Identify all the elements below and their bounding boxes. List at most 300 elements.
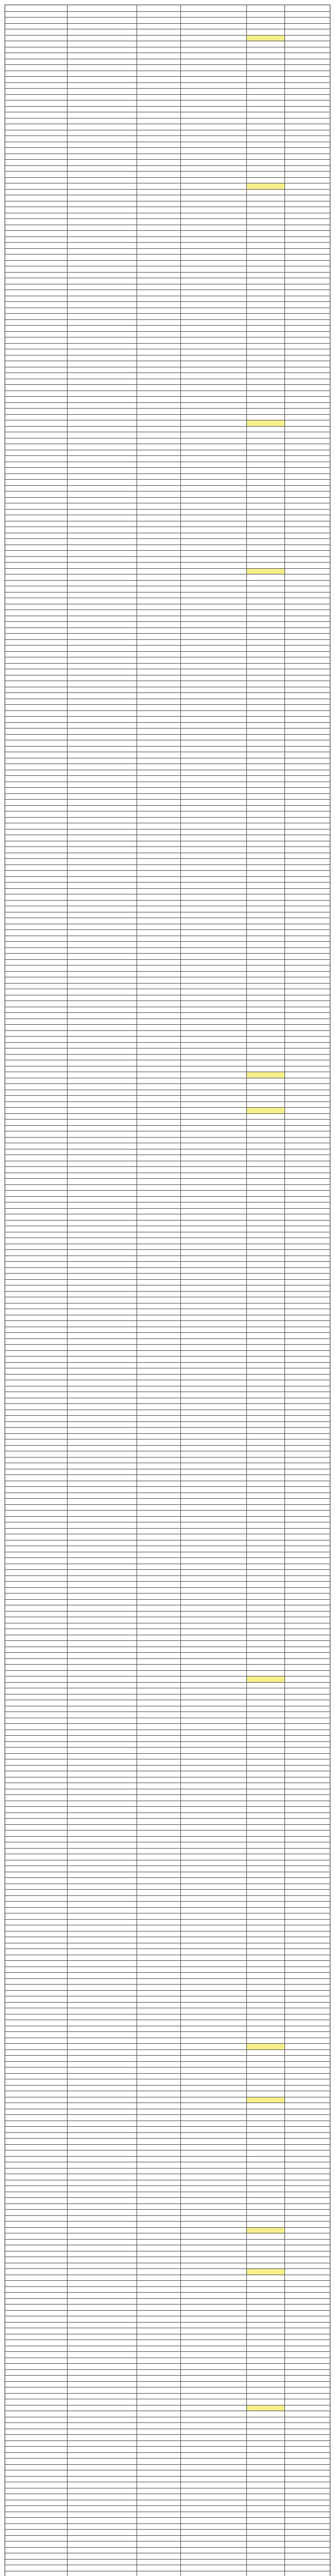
table-cell xyxy=(284,1588,331,1594)
table-cell xyxy=(284,693,331,699)
table-cell xyxy=(246,1013,284,1019)
table-cell xyxy=(246,1943,284,1949)
table-cell xyxy=(5,1197,67,1202)
table-cell xyxy=(284,1831,331,1836)
table-cell xyxy=(180,776,246,782)
table-cell xyxy=(67,1949,137,1955)
table-cell xyxy=(5,1493,67,1499)
table-row xyxy=(5,2405,330,2411)
table-cell xyxy=(137,1795,180,1801)
table-cell xyxy=(137,1641,180,1647)
table-cell xyxy=(180,480,246,485)
table-cell xyxy=(67,1641,137,1647)
table-cell xyxy=(246,1920,284,1925)
table-row xyxy=(5,2399,330,2405)
table-cell xyxy=(180,1771,246,1777)
table-row xyxy=(5,1960,330,1967)
table-cell xyxy=(5,2346,67,2352)
table-cell xyxy=(180,160,246,165)
table-cell xyxy=(180,1090,246,1096)
table-cell xyxy=(137,847,180,853)
table-cell xyxy=(284,2121,331,2127)
table-cell xyxy=(246,717,284,722)
table-row xyxy=(5,1208,330,1214)
table-cell xyxy=(137,1837,180,1842)
table-cell xyxy=(180,2056,246,2061)
table-cell xyxy=(246,764,284,770)
table-cell xyxy=(180,883,246,888)
table-cell xyxy=(246,1890,284,1895)
table-cell xyxy=(5,190,67,195)
table-cell xyxy=(67,1410,137,1416)
table-cell xyxy=(67,545,137,551)
table-cell xyxy=(284,47,331,53)
table-cell xyxy=(67,18,137,23)
table-cell xyxy=(246,1973,284,1978)
table-cell xyxy=(284,266,331,272)
table-cell xyxy=(180,2281,246,2286)
table-cell xyxy=(137,1155,180,1161)
table-cell xyxy=(67,1404,137,1410)
table-cell xyxy=(284,1327,331,1333)
table-cell xyxy=(5,604,67,610)
table-cell xyxy=(137,1161,180,1167)
table-cell xyxy=(137,344,180,349)
table-cell xyxy=(137,71,180,77)
table-cell xyxy=(5,1446,67,1451)
table-row xyxy=(5,1753,330,1759)
table-cell xyxy=(284,669,331,675)
table-cell xyxy=(180,1025,246,1030)
table-row xyxy=(5,420,330,426)
table-cell xyxy=(180,1292,246,1297)
table-row xyxy=(5,912,330,918)
table-cell xyxy=(246,1422,284,1428)
table-cell xyxy=(284,1683,331,1688)
table-cell xyxy=(246,2541,284,2547)
table-cell xyxy=(137,1884,180,1890)
table-cell xyxy=(246,1931,284,1937)
table-cell xyxy=(5,2423,67,2429)
table-cell xyxy=(5,1126,67,1131)
table-cell xyxy=(5,1635,67,1641)
table-cell xyxy=(246,859,284,865)
table-cell xyxy=(67,664,137,669)
table-row xyxy=(5,1001,330,1007)
table-cell xyxy=(5,2074,67,2079)
table-cell xyxy=(180,326,246,331)
table-cell xyxy=(180,752,246,758)
table-cell xyxy=(5,2494,67,2500)
table-cell xyxy=(67,1434,137,1439)
table-row xyxy=(5,2174,330,2180)
table-cell xyxy=(67,889,137,894)
table-cell xyxy=(5,829,67,835)
table-cell xyxy=(5,1920,67,1925)
table-cell xyxy=(5,2086,67,2091)
table-row xyxy=(5,538,330,545)
table-cell xyxy=(246,693,284,699)
table-cell xyxy=(67,563,137,568)
table-cell xyxy=(284,1221,331,1226)
table-header-row xyxy=(5,5,330,11)
table-cell xyxy=(137,100,180,106)
table-cell xyxy=(137,1979,180,1985)
table-cell xyxy=(137,1730,180,1736)
table-cell xyxy=(284,1493,331,1499)
table-row xyxy=(5,1925,330,1931)
table-cell xyxy=(67,527,137,533)
table-cell xyxy=(5,527,67,533)
table-cell xyxy=(246,1706,284,1712)
table-cell xyxy=(284,207,331,213)
table-cell xyxy=(284,569,331,574)
table-cell xyxy=(137,1985,180,1990)
table-cell xyxy=(246,266,284,272)
table-row xyxy=(5,444,330,450)
table-cell xyxy=(137,124,180,130)
table-cell xyxy=(67,2020,137,2026)
table-row xyxy=(5,1350,330,1357)
table-cell xyxy=(67,249,137,255)
table-cell xyxy=(246,1108,284,1113)
table-row xyxy=(5,929,330,936)
table-row xyxy=(5,1285,330,1291)
table-cell xyxy=(180,1416,246,1421)
table-cell xyxy=(284,1451,331,1457)
table-cell xyxy=(246,462,284,468)
table-cell xyxy=(180,1712,246,1718)
table-cell xyxy=(67,2145,137,2150)
table-cell xyxy=(284,2565,331,2571)
table-cell xyxy=(67,195,137,201)
table-cell xyxy=(137,1511,180,1516)
table-cell xyxy=(180,1398,246,1404)
table-cell xyxy=(67,2518,137,2523)
table-cell xyxy=(5,450,67,456)
table-cell xyxy=(137,1060,180,1066)
table-cell xyxy=(246,2447,284,2452)
table-cell xyxy=(180,687,246,693)
table-cell xyxy=(180,302,246,308)
table-cell xyxy=(137,977,180,983)
table-cell xyxy=(246,634,284,639)
table-cell xyxy=(246,818,284,823)
table-cell xyxy=(284,770,331,776)
table-cell xyxy=(67,1351,137,1357)
table-cell xyxy=(67,1724,137,1730)
table-cell xyxy=(5,2387,67,2393)
table-cell xyxy=(284,1540,331,1546)
table-cell xyxy=(67,1795,137,1801)
table-cell xyxy=(67,1487,137,1493)
table-cell xyxy=(246,2133,284,2139)
table-row xyxy=(5,260,330,266)
table-cell xyxy=(180,705,246,710)
table-cell xyxy=(67,1493,137,1499)
table-cell xyxy=(67,2512,137,2518)
table-cell xyxy=(284,1931,331,1937)
table-cell xyxy=(5,2103,67,2109)
table-row xyxy=(5,533,330,539)
table-cell xyxy=(67,1943,137,1949)
table-cell xyxy=(246,2293,284,2298)
table-cell xyxy=(5,930,67,936)
table-cell xyxy=(180,1048,246,1054)
table-cell xyxy=(137,1913,180,1919)
table-cell xyxy=(180,1807,246,1812)
table-cell xyxy=(137,1617,180,1623)
table-cell xyxy=(5,901,67,906)
table-cell xyxy=(180,1724,246,1730)
table-row xyxy=(5,799,330,805)
table-row xyxy=(5,11,330,18)
table-cell xyxy=(137,41,180,47)
table-cell xyxy=(5,1937,67,1943)
table-cell xyxy=(137,1718,180,1724)
table-cell xyxy=(67,1451,137,1457)
table-cell xyxy=(5,2216,67,2222)
table-cell xyxy=(137,379,180,385)
table-cell xyxy=(180,2204,246,2210)
table-cell xyxy=(246,2500,284,2506)
table-cell xyxy=(246,1072,284,1078)
table-row xyxy=(5,906,330,912)
table-row xyxy=(5,2429,330,2435)
table-cell xyxy=(137,1534,180,1540)
table-cell xyxy=(180,36,246,41)
table-row xyxy=(5,728,330,734)
table-cell xyxy=(5,2447,67,2452)
table-cell xyxy=(67,2275,137,2281)
table-cell xyxy=(284,2204,331,2210)
table-cell xyxy=(137,1842,180,1848)
table-cell xyxy=(67,302,137,308)
table-cell xyxy=(180,1759,246,1765)
table-cell xyxy=(5,24,67,29)
table-cell xyxy=(246,2465,284,2470)
table-row xyxy=(5,2085,330,2091)
table-cell xyxy=(5,438,67,444)
table-cell xyxy=(284,2014,331,2020)
table-cell xyxy=(137,2026,180,2032)
table-cell xyxy=(180,1173,246,1179)
table-cell xyxy=(5,503,67,509)
table-cell xyxy=(137,2186,180,2192)
table-row xyxy=(5,556,330,563)
table-cell xyxy=(246,2323,284,2328)
table-cell xyxy=(67,1979,137,1985)
table-cell xyxy=(5,12,67,18)
table-cell xyxy=(246,77,284,82)
table-cell xyxy=(67,865,137,871)
table-cell xyxy=(67,2281,137,2286)
table-cell xyxy=(180,2541,246,2547)
table-cell xyxy=(5,397,67,402)
table-cell xyxy=(246,610,284,616)
table-cell xyxy=(67,178,137,183)
table-cell xyxy=(284,1386,331,1392)
table-cell xyxy=(5,628,67,634)
table-cell xyxy=(284,1262,331,1267)
table-cell xyxy=(67,2399,137,2405)
table-cell xyxy=(284,326,331,331)
table-cell xyxy=(180,2240,246,2245)
table-row xyxy=(5,23,330,29)
table-cell xyxy=(137,1315,180,1321)
table-cell xyxy=(137,533,180,539)
table-row xyxy=(5,775,330,782)
table-cell xyxy=(246,1641,284,1647)
table-cell xyxy=(284,1339,331,1345)
table-cell xyxy=(67,1694,137,1700)
table-cell xyxy=(137,788,180,793)
table-row xyxy=(5,1238,330,1244)
table-cell xyxy=(180,427,246,432)
table-cell xyxy=(137,1605,180,1611)
table-row xyxy=(5,865,330,871)
table-cell xyxy=(5,2210,67,2215)
table-cell xyxy=(246,924,284,930)
table-cell xyxy=(284,1600,331,1605)
table-cell xyxy=(284,1659,331,1665)
table-cell xyxy=(5,1825,67,1831)
table-row xyxy=(5,1119,330,1125)
table-cell xyxy=(137,747,180,752)
table-cell xyxy=(180,2548,246,2553)
table-row xyxy=(5,1338,330,1345)
table-row xyxy=(5,1848,330,1854)
table-cell xyxy=(246,2548,284,2553)
table-cell xyxy=(137,2447,180,2452)
table-cell xyxy=(284,2364,331,2369)
table-cell xyxy=(5,835,67,841)
table-row xyxy=(5,2422,330,2429)
table-cell xyxy=(67,782,137,788)
table-cell xyxy=(137,865,180,871)
table-cell xyxy=(67,2109,137,2115)
table-cell xyxy=(180,284,246,290)
table-cell xyxy=(5,2174,67,2180)
table-cell xyxy=(284,355,331,361)
table-row xyxy=(5,372,330,379)
table-cell xyxy=(284,634,331,639)
table-cell xyxy=(67,1706,137,1712)
table-cell xyxy=(284,853,331,859)
table-cell xyxy=(284,2500,331,2506)
table-cell xyxy=(246,1001,284,1007)
table-cell xyxy=(284,1676,331,1682)
table-cell xyxy=(284,112,331,118)
table-row xyxy=(5,2251,330,2257)
table-cell xyxy=(246,2086,284,2091)
table-cell xyxy=(5,1558,67,1564)
table-cell xyxy=(67,1209,137,1214)
table-cell xyxy=(284,1576,331,1582)
table-row xyxy=(5,2138,330,2144)
table-cell xyxy=(284,2536,331,2541)
table-cell xyxy=(137,1955,180,1961)
table-cell xyxy=(137,669,180,675)
table-row xyxy=(5,2553,330,2559)
table-cell xyxy=(5,1955,67,1961)
table-row xyxy=(5,35,330,41)
table-row xyxy=(5,663,330,669)
table-cell xyxy=(67,1428,137,1433)
table-row xyxy=(5,2517,330,2523)
table-cell xyxy=(246,811,284,817)
table-cell xyxy=(137,1072,180,1078)
table-cell xyxy=(180,1872,246,1878)
table-row xyxy=(5,995,330,1001)
table-cell xyxy=(246,675,284,681)
table-cell xyxy=(137,2316,180,2322)
table-cell xyxy=(284,1197,331,1202)
table-cell xyxy=(137,740,180,746)
table-cell xyxy=(5,551,67,556)
table-cell xyxy=(180,474,246,480)
table-cell xyxy=(246,456,284,462)
table-cell xyxy=(5,326,67,331)
table-row xyxy=(5,604,330,610)
table-cell xyxy=(246,984,284,989)
table-cell xyxy=(180,811,246,817)
table-cell xyxy=(246,2477,284,2482)
table-cell xyxy=(137,2287,180,2293)
table-cell xyxy=(137,349,180,355)
table-cell xyxy=(180,1031,246,1037)
table-cell xyxy=(137,255,180,260)
table-cell xyxy=(180,1375,246,1380)
table-cell xyxy=(137,2198,180,2204)
table-row xyxy=(5,479,330,485)
table-row xyxy=(5,2310,330,2316)
table-cell xyxy=(246,1043,284,1048)
table-cell xyxy=(67,1114,137,1120)
table-cell xyxy=(180,1789,246,1795)
table-cell xyxy=(5,936,67,942)
table-cell xyxy=(180,379,246,385)
table-cell xyxy=(5,1031,67,1037)
table-cell xyxy=(180,2352,246,2358)
table-cell xyxy=(246,2020,284,2026)
table-cell xyxy=(67,1007,137,1013)
table-cell xyxy=(284,498,331,503)
header-cell xyxy=(284,5,331,11)
table-cell xyxy=(5,2115,67,2121)
table-cell xyxy=(137,527,180,533)
table-cell xyxy=(5,2180,67,2186)
table-cell xyxy=(67,284,137,290)
table-cell xyxy=(180,1925,246,1931)
table-cell xyxy=(137,2174,180,2180)
table-cell xyxy=(137,995,180,1001)
table-cell xyxy=(137,2162,180,2168)
table-cell xyxy=(67,1534,137,1540)
table-cell xyxy=(246,2222,284,2227)
table-cell xyxy=(284,1866,331,1872)
table-cell xyxy=(137,480,180,485)
table-cell xyxy=(284,391,331,397)
table-cell xyxy=(5,823,67,829)
table-cell xyxy=(67,1766,137,1771)
table-cell xyxy=(180,237,246,243)
table-cell xyxy=(180,1392,246,1398)
table-cell xyxy=(137,989,180,995)
table-cell xyxy=(180,510,246,515)
table-cell xyxy=(137,711,180,717)
table-row xyxy=(5,2079,330,2085)
